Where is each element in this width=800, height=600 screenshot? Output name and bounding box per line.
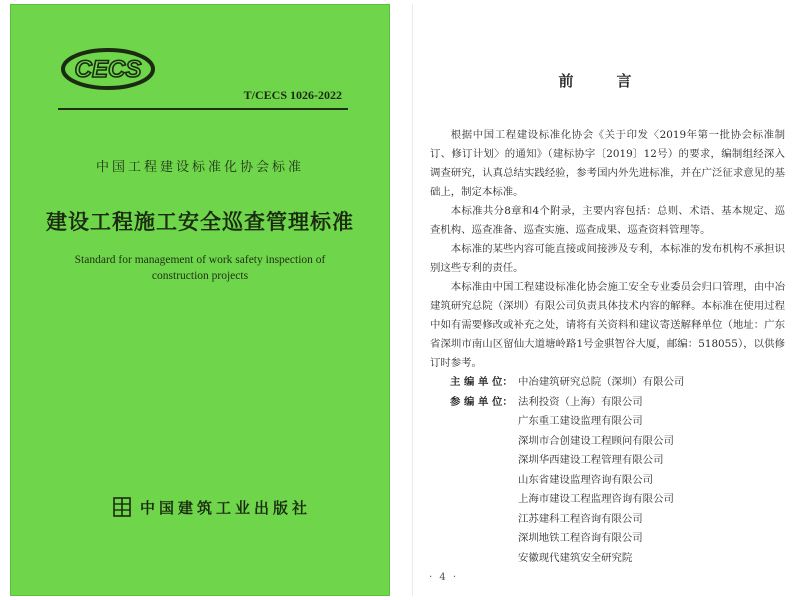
participant-unit-label: 参 编 单 位： (450, 395, 513, 408)
participant-unit-row (430, 393, 785, 413)
preface-paragraph: 根据中国工程建设标准化协会《关于印发〈2019年第一批协会标准制订、修订计划〉的通知》（建标协字〔2019〕12号）的要求，编制组经深入调查研究，认真总结实践经验，参考国内外先进标准，并在广泛征求意见的基础上，制定本标准。 (430, 129, 785, 198)
participant-unit-name: 安徽现代建筑安全研究院 (518, 551, 633, 564)
preface-body (430, 126, 785, 568)
participant-unit-name: 广东重工建设监理有限公司 (518, 415, 643, 428)
publisher-emblem-icon (112, 496, 132, 518)
preface-paragraph: 本标准共分8章和4个附录，主要内容包括：总则、术语、基本规定、巡查机构、巡查准备、巡查实施、巡查成果、巡查资料管理等。 (430, 205, 785, 236)
publisher-name: 中国建筑工业出版社 (140, 498, 312, 517)
participant-unit-row (430, 412, 785, 432)
standard-title-en: Standard for management of work safety inspection of construction projects (74, 254, 326, 282)
participant-unit-row (430, 471, 785, 491)
standard-cover (10, 4, 390, 596)
participant-unit-row (430, 451, 785, 471)
preface-paragraph: 本标准由中国工程建设标准化协会施工安全专业委员会归口管理，由中冶建筑研究总院（深圳）有限公司负责具体技术内容的解释。本标准在使用过程中如有需要修改或补充之处，请将有关资料和建议寄送解释单位（地址：广东省深圳市南山区留仙大道塘岭路1号金骐智谷大厦，邮编：518055），以供修订时参考。 (430, 281, 785, 369)
page-number: · 4 · (429, 572, 459, 583)
association-name: 中国工程建设标准化协会标准 (95, 160, 304, 175)
participant-unit-row (430, 490, 785, 510)
chief-unit-label: 主 编 单 位： (450, 376, 513, 389)
cecs-logo-text: CECS (74, 56, 142, 83)
publisher-block (112, 496, 311, 518)
standard-title-cn: 建设工程施工安全巡查管理标准 (46, 210, 354, 234)
preface-page (412, 4, 791, 596)
participant-unit-name: 山东省建设监理咨询有限公司 (518, 473, 654, 486)
preface-paragraph: 本标准的某些内容可能直接或间接涉及专利，本标准的发布机构不承担识别这些专利的责任。 (430, 243, 785, 274)
preface-heading: 前 言 (558, 72, 646, 90)
cecs-logo-icon (58, 44, 158, 94)
participant-unit-row (430, 529, 785, 549)
participant-unit-row (430, 549, 785, 569)
drafting-units (430, 373, 785, 568)
participant-unit-name: 深圳市合创建设工程顾问有限公司 (518, 434, 674, 447)
participant-unit-name: 法利投资（上海）有限公司 (518, 395, 643, 408)
chief-unit-name: 中冶建筑研究总院（深圳）有限公司 (518, 376, 685, 389)
cover-divider (58, 108, 348, 110)
participant-unit-name: 深圳地铁工程咨询有限公司 (518, 532, 643, 545)
participant-unit-row (430, 510, 785, 530)
chief-unit-row (430, 373, 785, 393)
participant-unit-name: 上海市建设工程监理咨询有限公司 (518, 493, 674, 506)
participant-unit-name: 深圳华西建设工程管理有限公司 (518, 454, 664, 467)
participant-unit-row (430, 432, 785, 452)
standard-code: T/CECS 1026-2022 (243, 88, 342, 102)
participant-unit-name: 江苏建科工程咨询有限公司 (518, 512, 643, 525)
